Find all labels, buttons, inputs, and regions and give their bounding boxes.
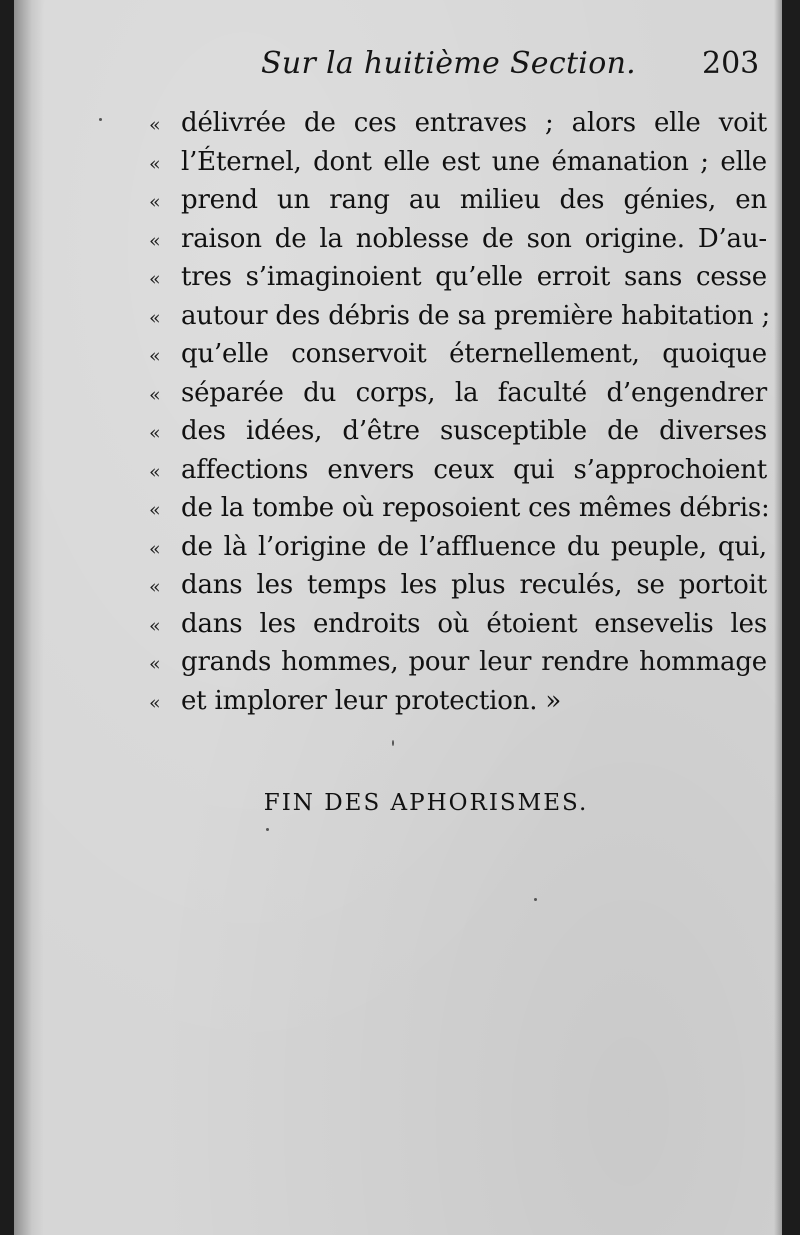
- quote-mark: «: [149, 653, 161, 675]
- line-text: l’Éternel, dont elle est une émanation ; elle: [181, 146, 767, 177]
- text-line: [149, 104, 767, 143]
- text-line: [149, 220, 767, 259]
- text-line: [149, 143, 767, 182]
- line-text: autour des débris de sa première habitation ;: [181, 300, 771, 331]
- quote-mark: «: [149, 114, 161, 136]
- quote-mark: «: [149, 576, 161, 598]
- line-text: séparée du corps, la faculté d’engendrer: [181, 377, 767, 408]
- line-text: dans les temps les plus reculés, se portoit: [181, 570, 767, 600]
- text-line: [149, 643, 767, 682]
- line-text: prend un rang au milieu des génies, en: [181, 185, 767, 215]
- quote-mark: «: [149, 499, 161, 521]
- line-text: affections envers ceux qui s’approchoient: [181, 454, 767, 485]
- text-line: [149, 528, 767, 567]
- quote-mark: «: [149, 537, 161, 560]
- quote-mark: «: [149, 268, 161, 290]
- text-line: [149, 489, 770, 528]
- page-header: [14, 40, 782, 90]
- text-line: [149, 297, 771, 336]
- line-text: et implorer leur protection. »: [181, 685, 562, 716]
- text-line: [149, 566, 767, 605]
- page-number: 203: [702, 46, 760, 81]
- quote-mark: «: [149, 306, 161, 329]
- line-text: grands hommes, pour leur rendre hommage: [181, 647, 767, 677]
- text-line: [149, 412, 767, 451]
- page-edge-shadow: [774, 0, 782, 1235]
- text-line: [149, 181, 767, 220]
- book-page: [14, 0, 782, 1235]
- text-line: [149, 605, 767, 644]
- quote-mark: «: [149, 383, 161, 406]
- quote-mark: «: [149, 345, 161, 367]
- quote-mark: «: [149, 614, 161, 637]
- quote-mark: «: [149, 691, 161, 714]
- line-text: délivrée de ces entraves ; alors elle voit: [181, 108, 767, 138]
- page-gutter-shadow: [14, 0, 44, 1235]
- line-text: dans les endroits où étoient ensevelis les: [181, 608, 767, 639]
- running-head: Sur la huitième Section.: [261, 46, 637, 81]
- line-text: de là l’origine de l’affluence du peuple, qui,: [181, 531, 767, 562]
- quote-mark: «: [149, 191, 161, 213]
- quote-mark: «: [149, 422, 161, 444]
- quote-mark: «: [149, 460, 161, 483]
- text-line: [149, 682, 767, 721]
- line-text: raison de la noblesse de son origine. D’au-: [181, 223, 767, 254]
- line-text: tres s’imaginoient qu’elle erroit sans cesse: [181, 262, 767, 292]
- quote-mark: «: [149, 152, 161, 175]
- text-line: [149, 258, 767, 297]
- end-title: FIN DES APHORISMES.: [263, 790, 589, 816]
- text-line: [149, 451, 767, 490]
- paper-speck: [266, 828, 269, 831]
- paper-speck: [534, 898, 537, 901]
- body-text: [149, 104, 771, 720]
- line-text: qu’elle conservoit éternellement, quoique: [181, 339, 767, 369]
- paper-speck: [99, 118, 102, 121]
- paper-speck: [392, 740, 394, 746]
- text-line: [149, 374, 767, 413]
- line-text: des idées, d’être susceptible de diverses: [181, 416, 767, 446]
- quote-mark: «: [149, 229, 161, 252]
- text-line: [149, 335, 767, 374]
- line-text: de la tombe où reposoient ces mêmes débris:: [181, 493, 770, 523]
